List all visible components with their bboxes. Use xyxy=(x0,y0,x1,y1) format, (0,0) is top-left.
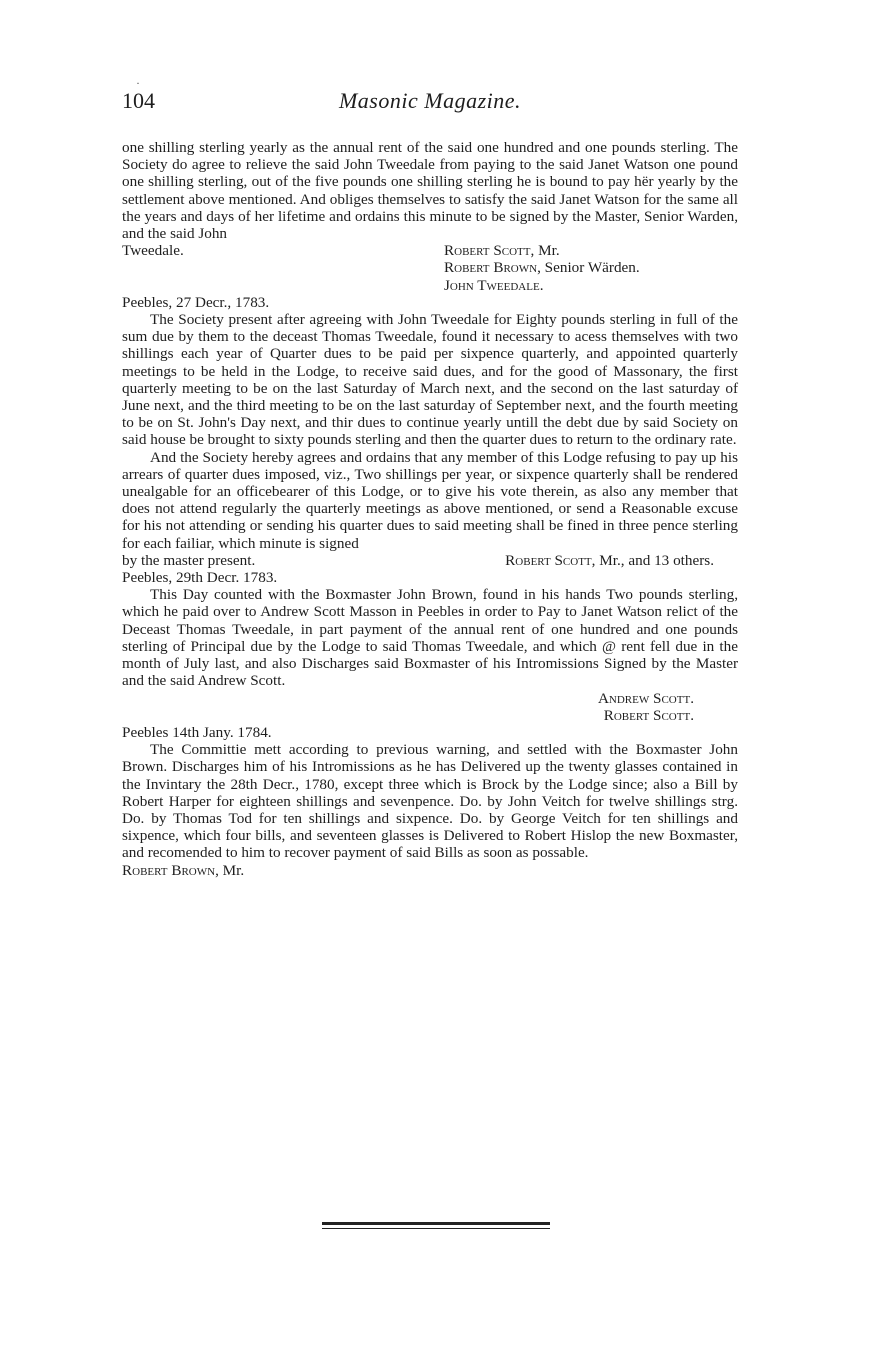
rule-thick-line xyxy=(322,1222,550,1225)
entry1-signatures xyxy=(122,242,738,294)
running-head: Masonic Magazine. xyxy=(338,88,522,113)
page-header xyxy=(122,88,738,118)
entry4-date: Peebles 14th Jany. 1784. xyxy=(122,723,272,741)
stray-mark: · xyxy=(136,76,140,90)
entry3-date: Peebles, 29th Decr. 1783. xyxy=(122,569,278,587)
entry3-signatures xyxy=(122,690,694,724)
entry2-sig-line xyxy=(122,552,738,569)
entry2-paragraph-1: The Society present after agreeing with John Tweedale for Eighty pounds sterling in full of the sum due by them to the deceast Thomas Tweedale, found it necessary to acess themselves with two shillings each year of Quarter dues to be paid per sixpence quarterly, and appointed quarterly meetings to be held in the Lodge, to receive said dues, and for the good of Massonary, the first quarterly meeting to be on the last Saturday of March next, and the second on the last saturday of June next, and the third meeting to be on the last saturday of September next, and the fourth meeting to be on St. John's Day next, and thir dues to continue yearly untill the debt due by said Society on said house be brought to sixty pounds sterling and then the quarter dues to return to the ordinary rate. xyxy=(122,311,738,449)
rule-thin-line xyxy=(322,1228,550,1229)
entry1-sig-line-2 xyxy=(122,259,738,276)
signature-title: , Mr. xyxy=(530,242,560,260)
signature-rest: , Mr., and 13 others. xyxy=(591,551,714,569)
entry4-signature xyxy=(122,862,738,879)
signature-andrew-scott: Andrew Scott. xyxy=(597,689,694,707)
signature-john-tweedale: John Tweedale. xyxy=(444,276,544,294)
signature-title: , Mr. xyxy=(215,861,245,879)
entry2-date: Peebles, 27 Decr., 1783. xyxy=(122,293,270,311)
signature-robert-scott: Robert Scott. xyxy=(603,706,694,724)
entry1-last-word: Tweedale. xyxy=(122,242,184,260)
signature-robert-scott: Robert Scott xyxy=(444,242,531,260)
entry1-sig-line-1 xyxy=(122,242,738,259)
entry1-paragraph: one shilling sterling yearly as the annual rent of the said one hundred and one pounds sterling. The Society do agree to relieve the said John Tweedale from paying to the said Janet Watson one pound one shilling sterling, out of the five pounds one shilling sterling he is bound to pay hër yearly by the settlement above mentioned. And obliges themselves to satisfy the said Janet Watson for the same all the years and days of her lifetime and ordains this minute to be signed by the Master, Senior Warden, and the said John xyxy=(122,139,738,243)
entry3-paragraph: This Day counted with the Boxmaster John Brown, found in his hands Two pounds sterling, which he paid over to Andrew Scott Masson in Peebles in order to Pay to Janet Watson relict of the Deceast Thomas Tweedale, in part payment of the annual rent of one hundred and one pounds sterling of Principal due by the Lodge to said Thomas Tweedale, and which @ rent fell due in the month of July last, and also Discharges said Boxmaster of his Intromissions Signed by the Master and the said Andrew Scott. xyxy=(122,586,738,690)
entry4-paragraph: The Committie mett according to previous warning, and settled with the Boxmaster John Brown. Discharges him of his Intromissions as he has Delivered up the twenty glasses contained in the Invintary the 28th Decr., 1780, except three which is Brock by the Lodge since; also a Bill by Robert Harper for eighteen shillings and sevenpence. Do. by John Veitch for twelve shillings strg. Do. by Thomas Tod for ten shillings and sixpence. Do. by George Veitch for ten shillings and sixpence, which four bills, and seventeen glasses is Delivered to Robert Hislop the new Boxmaster, and recomended to him to recover payment of said Bills as soon as possable. xyxy=(122,741,738,862)
signature-robert-brown: Robert Brown xyxy=(444,259,538,277)
section-end-rule xyxy=(322,1222,550,1229)
signature-title: , Senior Wärden. xyxy=(537,259,640,277)
entry2-paragraph-2: And the Society hereby agrees and ordains that any member of this Lodge refusing to pay up his arrears of quarter dues imposed, viz., Two shillings per year, or sixpence quarterly shall be rendered unealgable for an officebearer of this Lodge, or to give his vote therein, as also any member that does not attend regularly the quarterly meetings as above mentioned, or send a Reasonable excuse for his not attending or sending his quarter dues to said meeting shall be fined in three pence sterling for each failiar, which minute is signed xyxy=(122,448,738,552)
entry2-last-line: by the master present. xyxy=(122,551,256,569)
page-number: 104 xyxy=(122,88,155,113)
signature-robert-scott: Robert Scott xyxy=(505,551,592,569)
article-body xyxy=(122,139,738,879)
signature-robert-brown: Robert Brown xyxy=(122,861,216,879)
